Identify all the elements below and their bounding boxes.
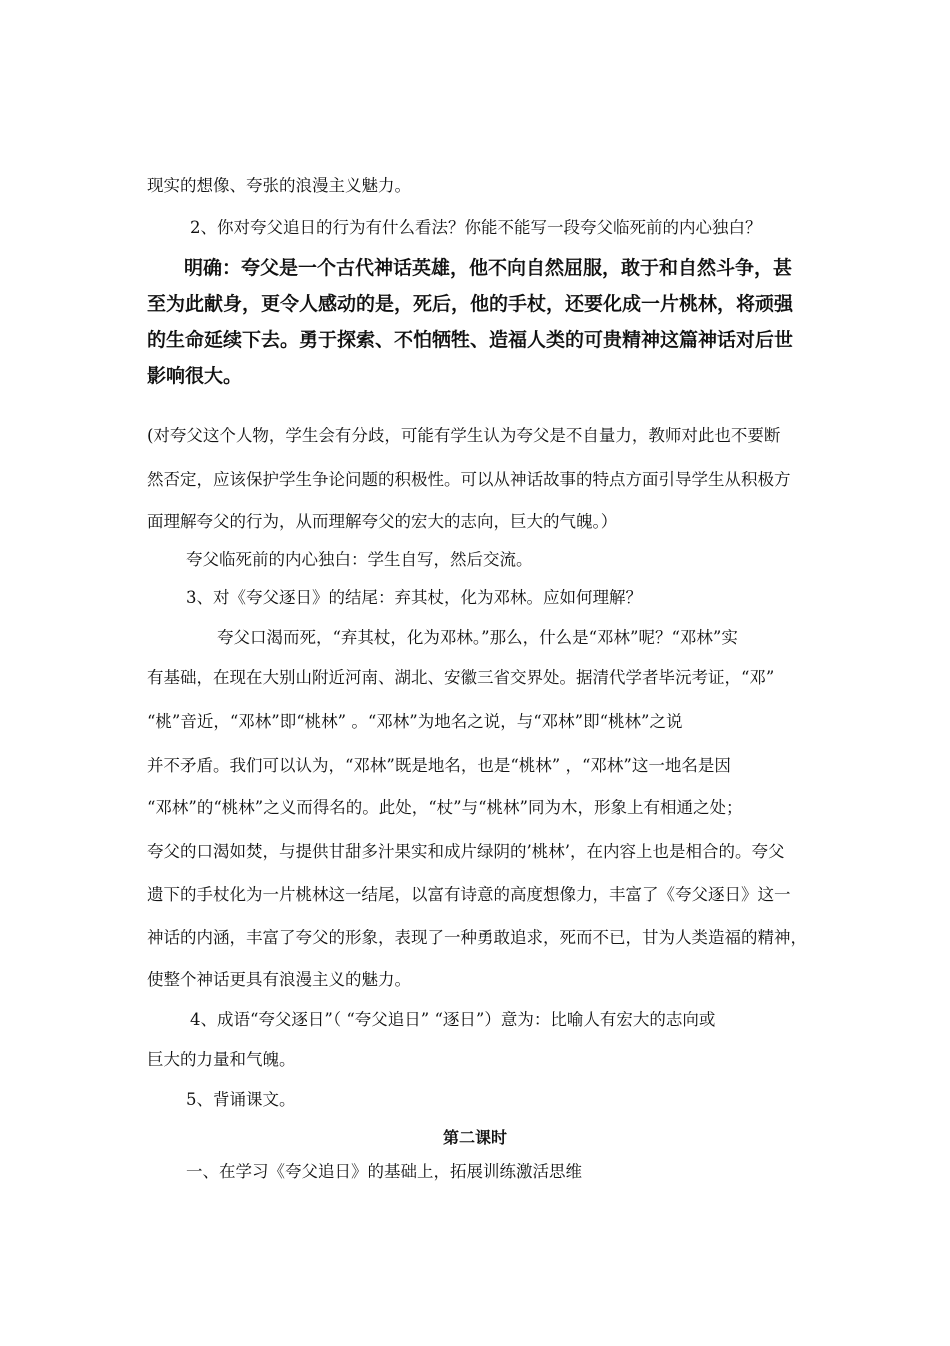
- text-line: (对夸父这个人物，学生会有分歧，可能有学生认为夸父是不自量力，教师对此也不要断: [147, 426, 781, 445]
- text-line: 一、在学习《夸父追日》的基础上，拓展训练激活思维: [186, 1162, 582, 1181]
- text-line: 巨大的力量和气魄。: [147, 1050, 296, 1069]
- text-line: 有基础，在现在大别山附近河南、湖北、安徽三省交界处。据清代学者毕沅考证，“邓”: [147, 668, 775, 687]
- text-line: 夸父口渴而死，“弃其杖，化为邓林。”那么，什么是“邓林”呢？“邓林”实: [217, 628, 738, 647]
- answer-line: 影响很大。: [147, 365, 243, 387]
- question-3: 3、对《夸父逐日》的结尾：弃其杖，化为邓林。应如何理解？: [186, 588, 642, 607]
- text-line: 然否定，应该保护学生争论问题的积极性。可以从神话故事的特点方面引导学生从积极方: [147, 470, 791, 489]
- text-line: 遗下的手杖化为一片桃林这一结尾，以富有诗意的高度想像力，丰富了《夸父逐日》这一: [147, 885, 791, 904]
- text-line: “桃”音近，“邓林”即“桃林” 。“邓林”为地名之说，与“邓林”即“桃林”之说: [147, 712, 683, 731]
- text-line: 并不矛盾。我们可以认为，“邓林”既是地名，也是“桃林” ，“邓林”这一地名是因: [147, 756, 731, 775]
- text-line: 面理解夸父的行为，从而理解夸父的宏大的志向，巨大的气魄。）: [147, 512, 618, 531]
- text-line: 使整个神话更具有浪漫主义的魅力。: [147, 970, 411, 989]
- answer-line: 明确：夸父是一个古代神话英雄，他不向自然屈服，敢于和自然斗争，甚: [184, 257, 793, 279]
- text-line: 神话的内涵，丰富了夸父的形象，表现了一种勇敢追求，死而不已，甘为人类造福的精神，: [147, 928, 807, 947]
- question-2: 2、你对夸父追日的行为有什么看法？你能不能写一段夸父临死前的内心独白？: [190, 218, 762, 237]
- text-line: 现实的想像、夸张的浪漫主义魅力。: [147, 176, 411, 195]
- answer-line: 的生命延续下去。勇于探索、不怕牺牲、造福人类的可贵精神这篇神话对后世: [147, 329, 794, 351]
- section-heading: 第二课时: [443, 1128, 508, 1147]
- text-line: “邓林”的“桃林”之义而得名的。此处，“杖”与“桃林”同为木，形象上有相通之处；: [147, 798, 743, 817]
- text-line: 夸父临死前的内心独白：学生自写，然后交流。: [186, 550, 533, 569]
- answer-line: 至为此献身，更令人感动的是，死后，他的手杖，还要化成一片桃林，将顽强: [147, 293, 794, 315]
- question-5: 5、背诵课文。: [186, 1090, 296, 1109]
- question-4: 4、成语“夸父逐日”（ “夸父追日” “逐日”）意为：比喻人有宏大的志向或: [190, 1010, 716, 1029]
- text-line: 夸父的口渴如焚，与提供甘甜多汁果实和成片绿阴的’桃林’，在内容上也是相合的。夸父: [147, 842, 785, 861]
